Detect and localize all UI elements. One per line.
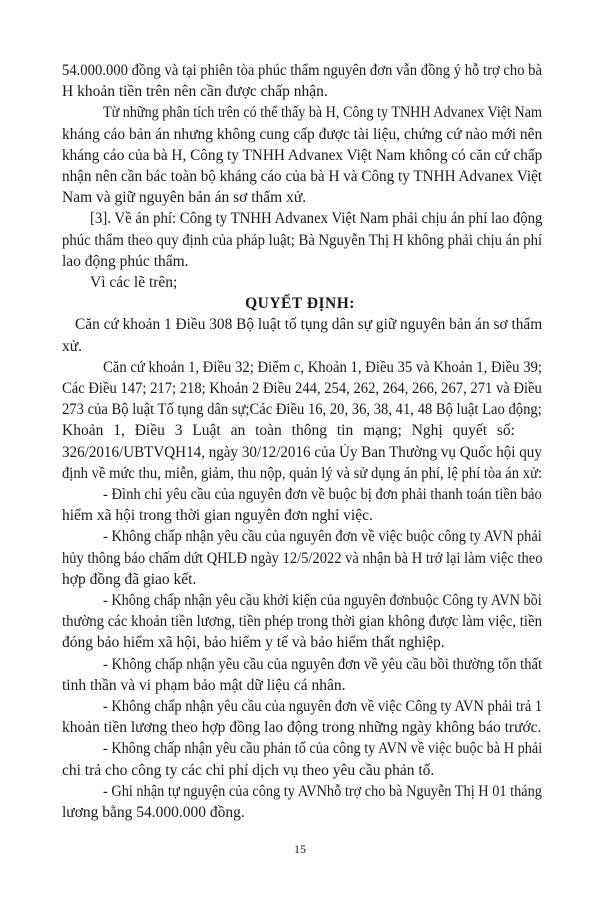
- text-line: hợp đồng đã giao kết.: [62, 570, 197, 588]
- text-line: - Không chấp nhận yêu cầu khởi kiện của nguyên đơnbuộc Công ty AVN bồi: [103, 592, 542, 609]
- text-line: Khoản 1, Điều 3 Luật an toàn thông tin mạng; Nghị quyết số:: [62, 422, 515, 440]
- text-line: - Không chấp nhận yêu cầu của nguyên đơn về yêu cầu bồi thường tổn thất: [103, 655, 543, 673]
- text-line: hiểm xã hội trong thời gian nguyên đơn nghỉ việc.: [62, 507, 373, 525]
- text-line: 54.000.000 đồng và tại phiên tòa phúc thẩm nguyên đơn vẫn đồng ý hỗ trợ cho bà: [62, 62, 543, 79]
- text-line: - Không chấp nhận yêu cầu của nguyên đơn về việc Công ty AVN phải trả 1: [103, 698, 543, 715]
- text-line: 326/2016/UBTVQH14, ngày 30/12/2016 của Ủy Ban Thường vụ Quốc hội quy: [62, 443, 542, 461]
- text-line: - Ghi nhận tự nguyện của công ty AVNhỗ trợ cho bà Nguyễn Thị H 01 tháng: [103, 782, 542, 800]
- text-line: kháng cáo của bà H, Công ty TNHH Advanex Việt Nam không có căn cứ chấp: [62, 146, 543, 164]
- text-line: Từ những phân tích trên có thể thấy bà H, Công ty TNHH Advanex Việt Nam: [103, 104, 542, 122]
- text-line: định về mức thu, miễn, giảm, thu nộp, quản lý và sử dụng án phí, lệ phí tòa án xử:: [62, 464, 543, 482]
- page-number: 15: [294, 842, 306, 856]
- text-line: lương bằng 54.000.000 đồng.: [62, 804, 245, 821]
- text-line: Các Điều 147; 217; 218; Khoản 2 Điều 244, 254, 262, 264, 266, 267, 271 và Điều: [62, 380, 542, 397]
- text-line: - Không chấp nhận yêu cầu của nguyên đơn về việc buộc công ty AVN phải: [103, 528, 542, 546]
- text-line: chi trả cho công ty các chi phí dịch vụ theo yêu cầu phản tố.: [62, 761, 435, 779]
- text-line: Căn cứ khoản 1, Điều 32; Điểm c, Khoản 1, Điều 35 và Khoản 1, Điều 39;: [103, 358, 543, 376]
- text-line: Nam và giữ nguyên bản án sơ thẩm xử.: [62, 189, 307, 207]
- text-line: tinh thần và vi phạm bảo mật dữ liệu cá nhân.: [62, 676, 346, 694]
- text-line: Căn cứ khoản 1 Điều 308 Bộ luật tố tụng dân sự giữ nguyên bản án sơ thẩm: [75, 316, 543, 334]
- text-line: - Không chấp nhận yêu cầu phản tố của công ty AVN về việc buộc bà H phải: [103, 740, 543, 758]
- text-line: phúc thẩm theo quy định của pháp luật; Bà Nguyễn Thị H không phải chịu án phí: [62, 231, 543, 249]
- text-line: đóng bảo hiểm xã hội, bảo hiểm y tế và bảo hiểm thất nghiệp.: [62, 634, 445, 652]
- text-line: nhận nên cần bác toàn bộ kháng cáo của bà H và Công ty TNHH Advanex Việt: [62, 168, 543, 185]
- text-line: xử.: [62, 337, 83, 355]
- text-line: kháng cáo bản án nhưng không cung cấp được tài liệu, chứng cứ nào mới nên: [62, 125, 543, 143]
- text-line: lao động phúc thẩm.: [62, 252, 189, 270]
- text-line: H khoản tiền trên nên cần được chấp nhận.: [62, 83, 328, 101]
- text-line: Vì các lẽ trên;: [90, 274, 178, 291]
- text-line: 273 của Bộ luật Tố tụng dân sự;Các Điều 16, 20, 36, 38, 41, 48 Bộ luật Lao động;: [62, 401, 542, 419]
- text-line: khoản tiền lương theo hợp đồng lao động trong những ngày không báo trước.: [62, 719, 542, 737]
- text-line: - Đình chỉ yêu cầu của nguyên đơn về buộc bị đơn phải thanh toán tiền bảo: [103, 486, 542, 503]
- text-line: [3]. Về án phí: Công ty TNHH Advanex Việt Nam phải chịu án phí lao động: [90, 210, 543, 228]
- text-line: hủy thông báo chấm dứt QHLĐ ngày 12/5/2022 và nhận bà H trở lại làm việc theo: [62, 549, 543, 567]
- text-line: thường các khoản tiền lương, tiền phép trong thời gian không được làm việc, tiền: [62, 613, 542, 631]
- section-heading: QUYẾT ĐỊNH:: [245, 295, 355, 313]
